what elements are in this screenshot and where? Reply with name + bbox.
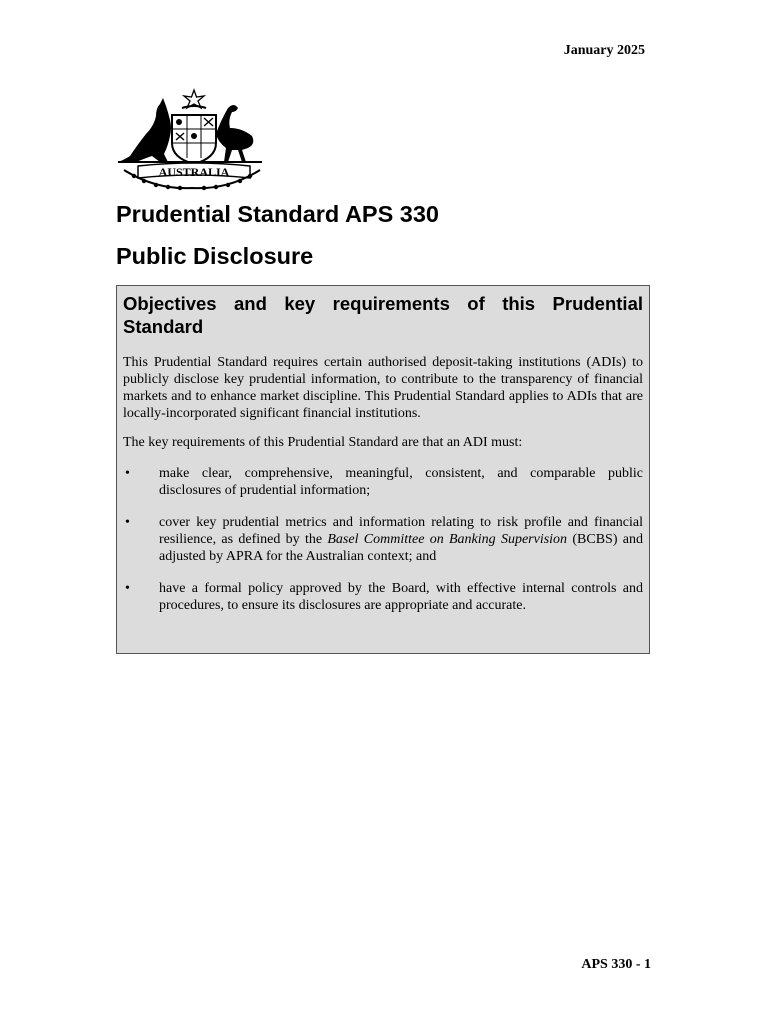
requirement-text: make clear, comprehensive, meaningful, consistent, and comparable public disclosures of prudential information; (159, 466, 643, 498)
page-number: APS 330 - 1 (581, 957, 651, 972)
requirement-item (123, 514, 643, 565)
requirement-item (123, 465, 643, 499)
requirement-text: have a formal policy approved by the Board, with effective internal controls and procedures, to ensure its disclosures are appropriate and accurate. (159, 581, 643, 613)
bullet-icon: • (125, 466, 130, 481)
requirement-item (123, 580, 643, 614)
bcbs-name: Basel Committee on Banking Supervision (327, 532, 568, 547)
requirements-list (123, 465, 643, 614)
requirement-text-pre: cover key prudential metrics and information relating to risk profile and financial resilience, as defined by the (159, 515, 643, 547)
bullet-icon: • (125, 515, 130, 530)
document-date: January 2025 (563, 43, 645, 58)
requirement-text-post: (BCBS) and adjusted by APRA for the Australian context; and (159, 532, 643, 564)
requirements-lead: The key requirements of this Prudential Standard are that an ADI must: (123, 435, 523, 450)
standard-title: Prudential Standard APS 330 (116, 201, 439, 227)
crest-label: AUSTRALIA (158, 165, 230, 179)
objectives-intro: This Prudential Standard requires certain authorised deposit-taking institutions (ADIs) to publicly disclose key prudential information, to contribute to the transparency of financial markets and to enhance market discipline. This Prudential Standard applies to ADIs that are locally-incorporated significant financial institutions. (123, 355, 643, 421)
coat-of-arms-icon (116, 88, 268, 194)
bullet-icon: • (125, 581, 130, 596)
objectives-heading: Objectives and key requirements of this Prudential Standard (123, 293, 643, 337)
objectives-box (116, 285, 650, 654)
standard-subtitle: Public Disclosure (116, 243, 314, 269)
